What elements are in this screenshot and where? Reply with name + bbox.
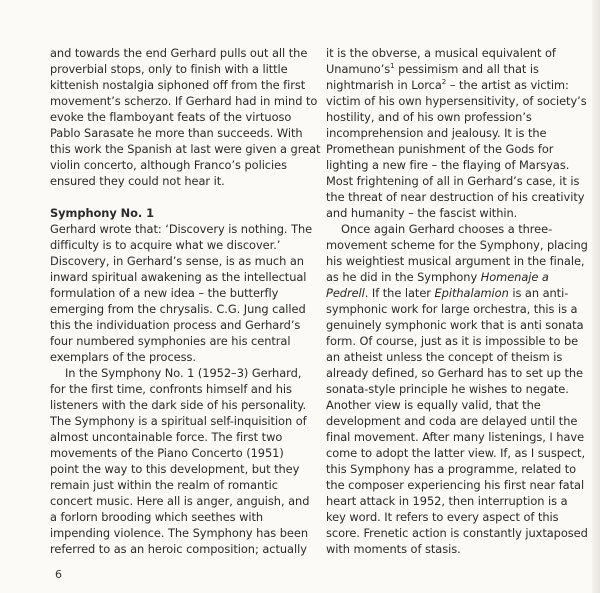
text-fragment: nightmarish in Lorca — [326, 78, 442, 92]
text-line: for the first time, confronts himself and his — [50, 382, 292, 396]
text-line: kittenish nostalgia siphoned off from the first — [50, 78, 306, 92]
text-line: the composer experiencing his first near fatal — [326, 478, 585, 492]
text-line: genuinely symphonic work that is anti sonata — [326, 318, 584, 332]
text-line: key word. It refers to every aspect of this — [326, 510, 559, 524]
text-line: evoke the flamboyant feats of the virtuoso — [50, 110, 292, 124]
text-line: four numbered symphonies are his central — [50, 334, 291, 348]
text-line: listeners with the dark side of his personality. — [50, 398, 307, 412]
text-line: it is the obverse, a musical equivalent of — [326, 46, 556, 60]
paragraph-gap — [50, 189, 320, 205]
text-line: violin concerto, although Franco’s policies — [50, 158, 287, 172]
text-line: formulation of a new idea – the butterfly — [50, 286, 279, 300]
text-line: and towards the end Gerhard pulls out all the — [50, 46, 308, 60]
text-line: movement scheme for the Symphony, placing — [326, 238, 588, 252]
text-line: form. Of course, just as it is impossible to be — [326, 334, 579, 348]
text-line: Discovery, in Gerhard’s sense, is as much an — [50, 254, 304, 268]
paragraph-symphony-1 — [50, 365, 320, 557]
text-fragment: Unamuno’s — [326, 62, 391, 76]
text-fragment: . If the later — [364, 286, 435, 300]
text-line: this Symphony has a programme, related to — [326, 462, 577, 476]
work-title: Epithalamion — [434, 286, 509, 300]
text-line: almost uncontainable force. The first two — [50, 430, 283, 444]
text-fragment: is an anti- — [508, 286, 569, 300]
text-line: emerging from the chrysalis. C.G. Jung called — [50, 302, 306, 316]
text-line: hostility, and of his own profession’s — [326, 110, 532, 124]
text-line: score. Frenetic action is constantly juxtaposed — [326, 526, 588, 540]
text-line: concert music. Here all is anger, anguish, and — [50, 494, 310, 508]
paragraph-three-movement — [326, 221, 596, 557]
text-line: movements of the Piano Concerto (1951) — [50, 446, 284, 460]
text-line: this work the Spanish at last were given a great — [50, 142, 321, 156]
text-line: heart attack in 1952, then interruption is a — [326, 494, 568, 508]
text-line: lighting a new fire – the flaying of Marsyas. — [326, 158, 570, 172]
section-heading: Symphony No. 1 — [50, 206, 154, 220]
text-line: and humanity – the fascist within. — [326, 206, 518, 220]
left-column — [50, 45, 320, 557]
text-line: point the way to this development, but they — [50, 462, 300, 476]
text-line: Promethean punishment of the Gods for — [326, 142, 554, 156]
text-line: proverbial stops, only to finish with a little — [50, 62, 288, 76]
text-line: Pablo Sarasate he more than succeeds. With — [50, 126, 303, 140]
text-line: movement’s scherzo. If Gerhard had in mind to — [50, 94, 318, 108]
text-line: incomprehension and jealousy. It is the — [326, 126, 547, 140]
right-column — [326, 45, 596, 557]
text-line: a forlorn brooding which seethes with — [50, 510, 264, 524]
text-line — [326, 77, 596, 93]
footnote-marker[interactable]: 1 — [390, 62, 395, 70]
text-line: difficulty is to acquire what we discover.’ — [50, 238, 281, 252]
text-line: final movement. After many listenings, I have — [326, 430, 585, 444]
paragraph-discovery — [50, 221, 320, 365]
text-fragment: – the artist as victim: — [446, 78, 569, 92]
text-line: Another view is equally valid, that the — [326, 398, 541, 412]
text-line: In the Symphony No. 1 (1952–3) Gerhard, — [65, 366, 302, 380]
text-line — [326, 61, 596, 77]
text-line: remain just within the realm of romantic — [50, 478, 278, 492]
text-line: Most frightening of all in Gerhard’s case, it is — [326, 174, 580, 188]
text-line — [326, 269, 596, 285]
text-line: sonata-style principle he wishes to negate. — [326, 382, 569, 396]
text-line: impending violence. The Symphony has been — [50, 526, 309, 540]
text-line: development and coda are delayed until the — [326, 414, 578, 428]
text-line: his weightiest musical argument in the finale, — [326, 254, 585, 268]
text-line: an atheist unless the concept of theism is — [326, 350, 563, 364]
text-line: The Symphony is a spiritual self-inquisition of — [50, 414, 307, 428]
text-fragment: as he did in the Symphony — [326, 270, 481, 284]
page-number: 6 — [55, 568, 62, 581]
text-line: come to adopt the latter view. If, as I suspect, — [326, 446, 586, 460]
text-line: Gerhard wrote that: ‘Discovery is nothing. The — [50, 222, 313, 236]
text-line: symphonic work for large orchestra, this is a — [326, 302, 578, 316]
work-title: Pedrell — [326, 286, 365, 300]
text-line: inward spiritual awakening as the intellectual — [50, 270, 307, 284]
work-title: Homenaje a — [480, 270, 549, 284]
paragraph-concerto-ending — [50, 45, 320, 189]
text-line: the threat of near destruction of his creativity — [326, 190, 585, 204]
text-line: with moments of stasis. — [326, 542, 461, 556]
text-line: this the individuation process and Gerhard’s — [50, 318, 301, 332]
text-line: ensured they could not hear it. — [50, 174, 225, 188]
text-line: Once again Gerhard chooses a three- — [341, 222, 553, 236]
text-line: exemplars of the process. — [50, 350, 196, 364]
text-line: referred to as an heroic composition; actually — [50, 542, 307, 556]
paragraph-obverse — [326, 45, 596, 221]
text-line: victim of his own hypersensitivity, of society’s — [326, 94, 587, 108]
footnote-marker[interactable]: 2 — [441, 78, 447, 86]
text-fragment: pessimism and all that is — [394, 62, 539, 76]
text-line — [326, 285, 596, 301]
text-line: already defined, so Gerhard has to set up the — [326, 366, 583, 380]
